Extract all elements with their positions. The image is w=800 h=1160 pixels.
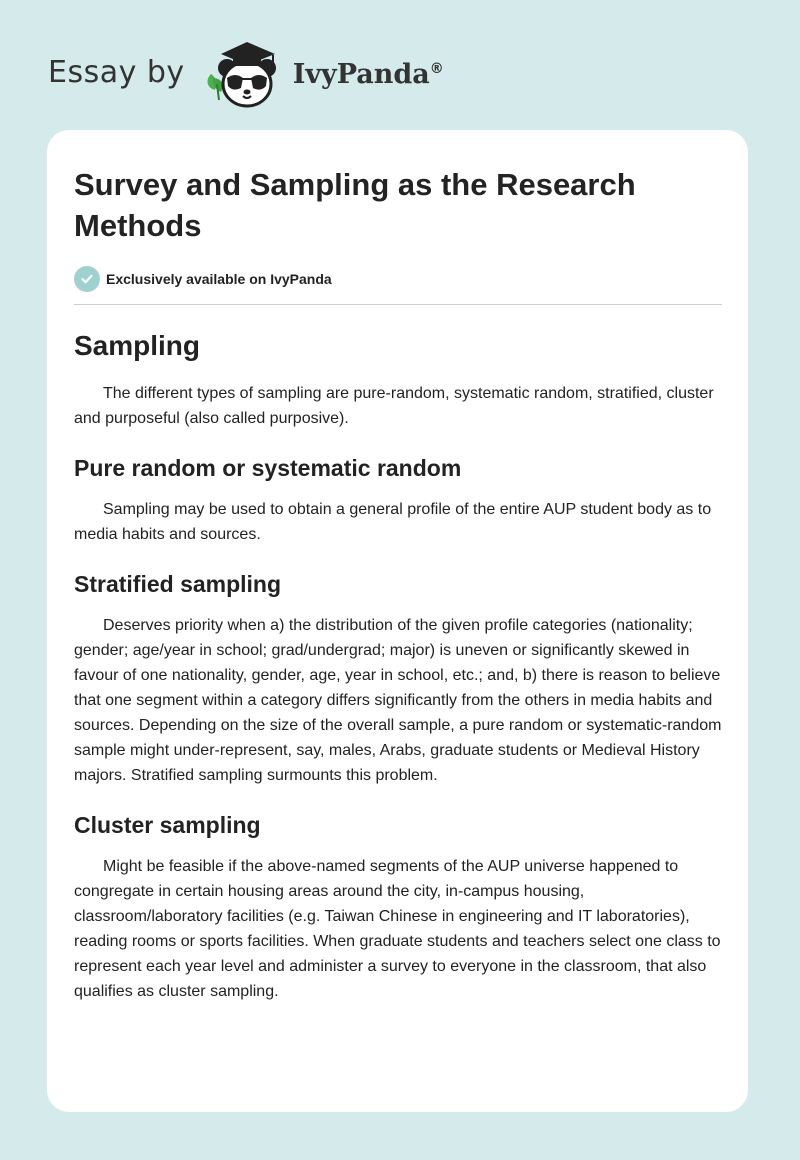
panda-graduation-cap-icon [201, 34, 291, 110]
section-heading-pure-random: Pure random or systematic random [74, 455, 462, 481]
article-title: Survey and Sampling as the Research Methods [74, 167, 636, 243]
brand-name-text: IvyPanda [292, 58, 430, 90]
section-paragraph-sampling: The different types of sampling are pure-random, systematic random, stratified, cluster and purposeful (also called purposive). [74, 385, 714, 427]
article-card [47, 130, 748, 1112]
exclusive-badge-label: Exclusively available on IvyPanda [106, 271, 332, 287]
title-divider [74, 304, 722, 305]
brand-name [293, 59, 444, 90]
check-icon [74, 266, 100, 292]
brand-header[interactable] [48, 34, 444, 110]
registered-mark: ® [429, 60, 444, 77]
section-paragraph-stratified: Deserves priority when a) the distribution of the given profile categories (nationality; gender; age/year in school; grad/undergrad; major) is uneven or significantly skewed in favour of one nationality, gender, age, year in school, etc.; and, b) there is reason to believe that one segment within a category differs significantly from the others in media habits and sources. Depending on the size of the overall sample, a pure random or systematic-random sample might under-represent, say, males, Arabs, graduate students or Medieval History majors. Stratified sampling surmounts this problem. [74, 617, 722, 784]
section-paragraph-pure-random: Sampling may be used to obtain a general profile of the entire AUP student body as to media habits and sources. [74, 501, 712, 543]
exclusive-badge [74, 266, 722, 292]
section-heading-sampling: Sampling [74, 330, 201, 361]
essay-by-label: Essay by [48, 54, 185, 90]
section-paragraph-cluster: Might be feasible if the above-named segments of the AUP universe happened to congregate in certain housing areas around the city, in-campus housing, classroom/laboratory facilities (e.g. Taiwan Chinese in engineering and IT laboratories), reading rooms or sports facilities. When graduate students and teachers select one class to represent each year level and administer a survey to everyone in the classroom, that also qualifies as cluster sampling. [74, 858, 721, 1000]
section-heading-cluster: Cluster sampling [74, 812, 261, 838]
section-heading-stratified: Stratified sampling [74, 571, 282, 597]
